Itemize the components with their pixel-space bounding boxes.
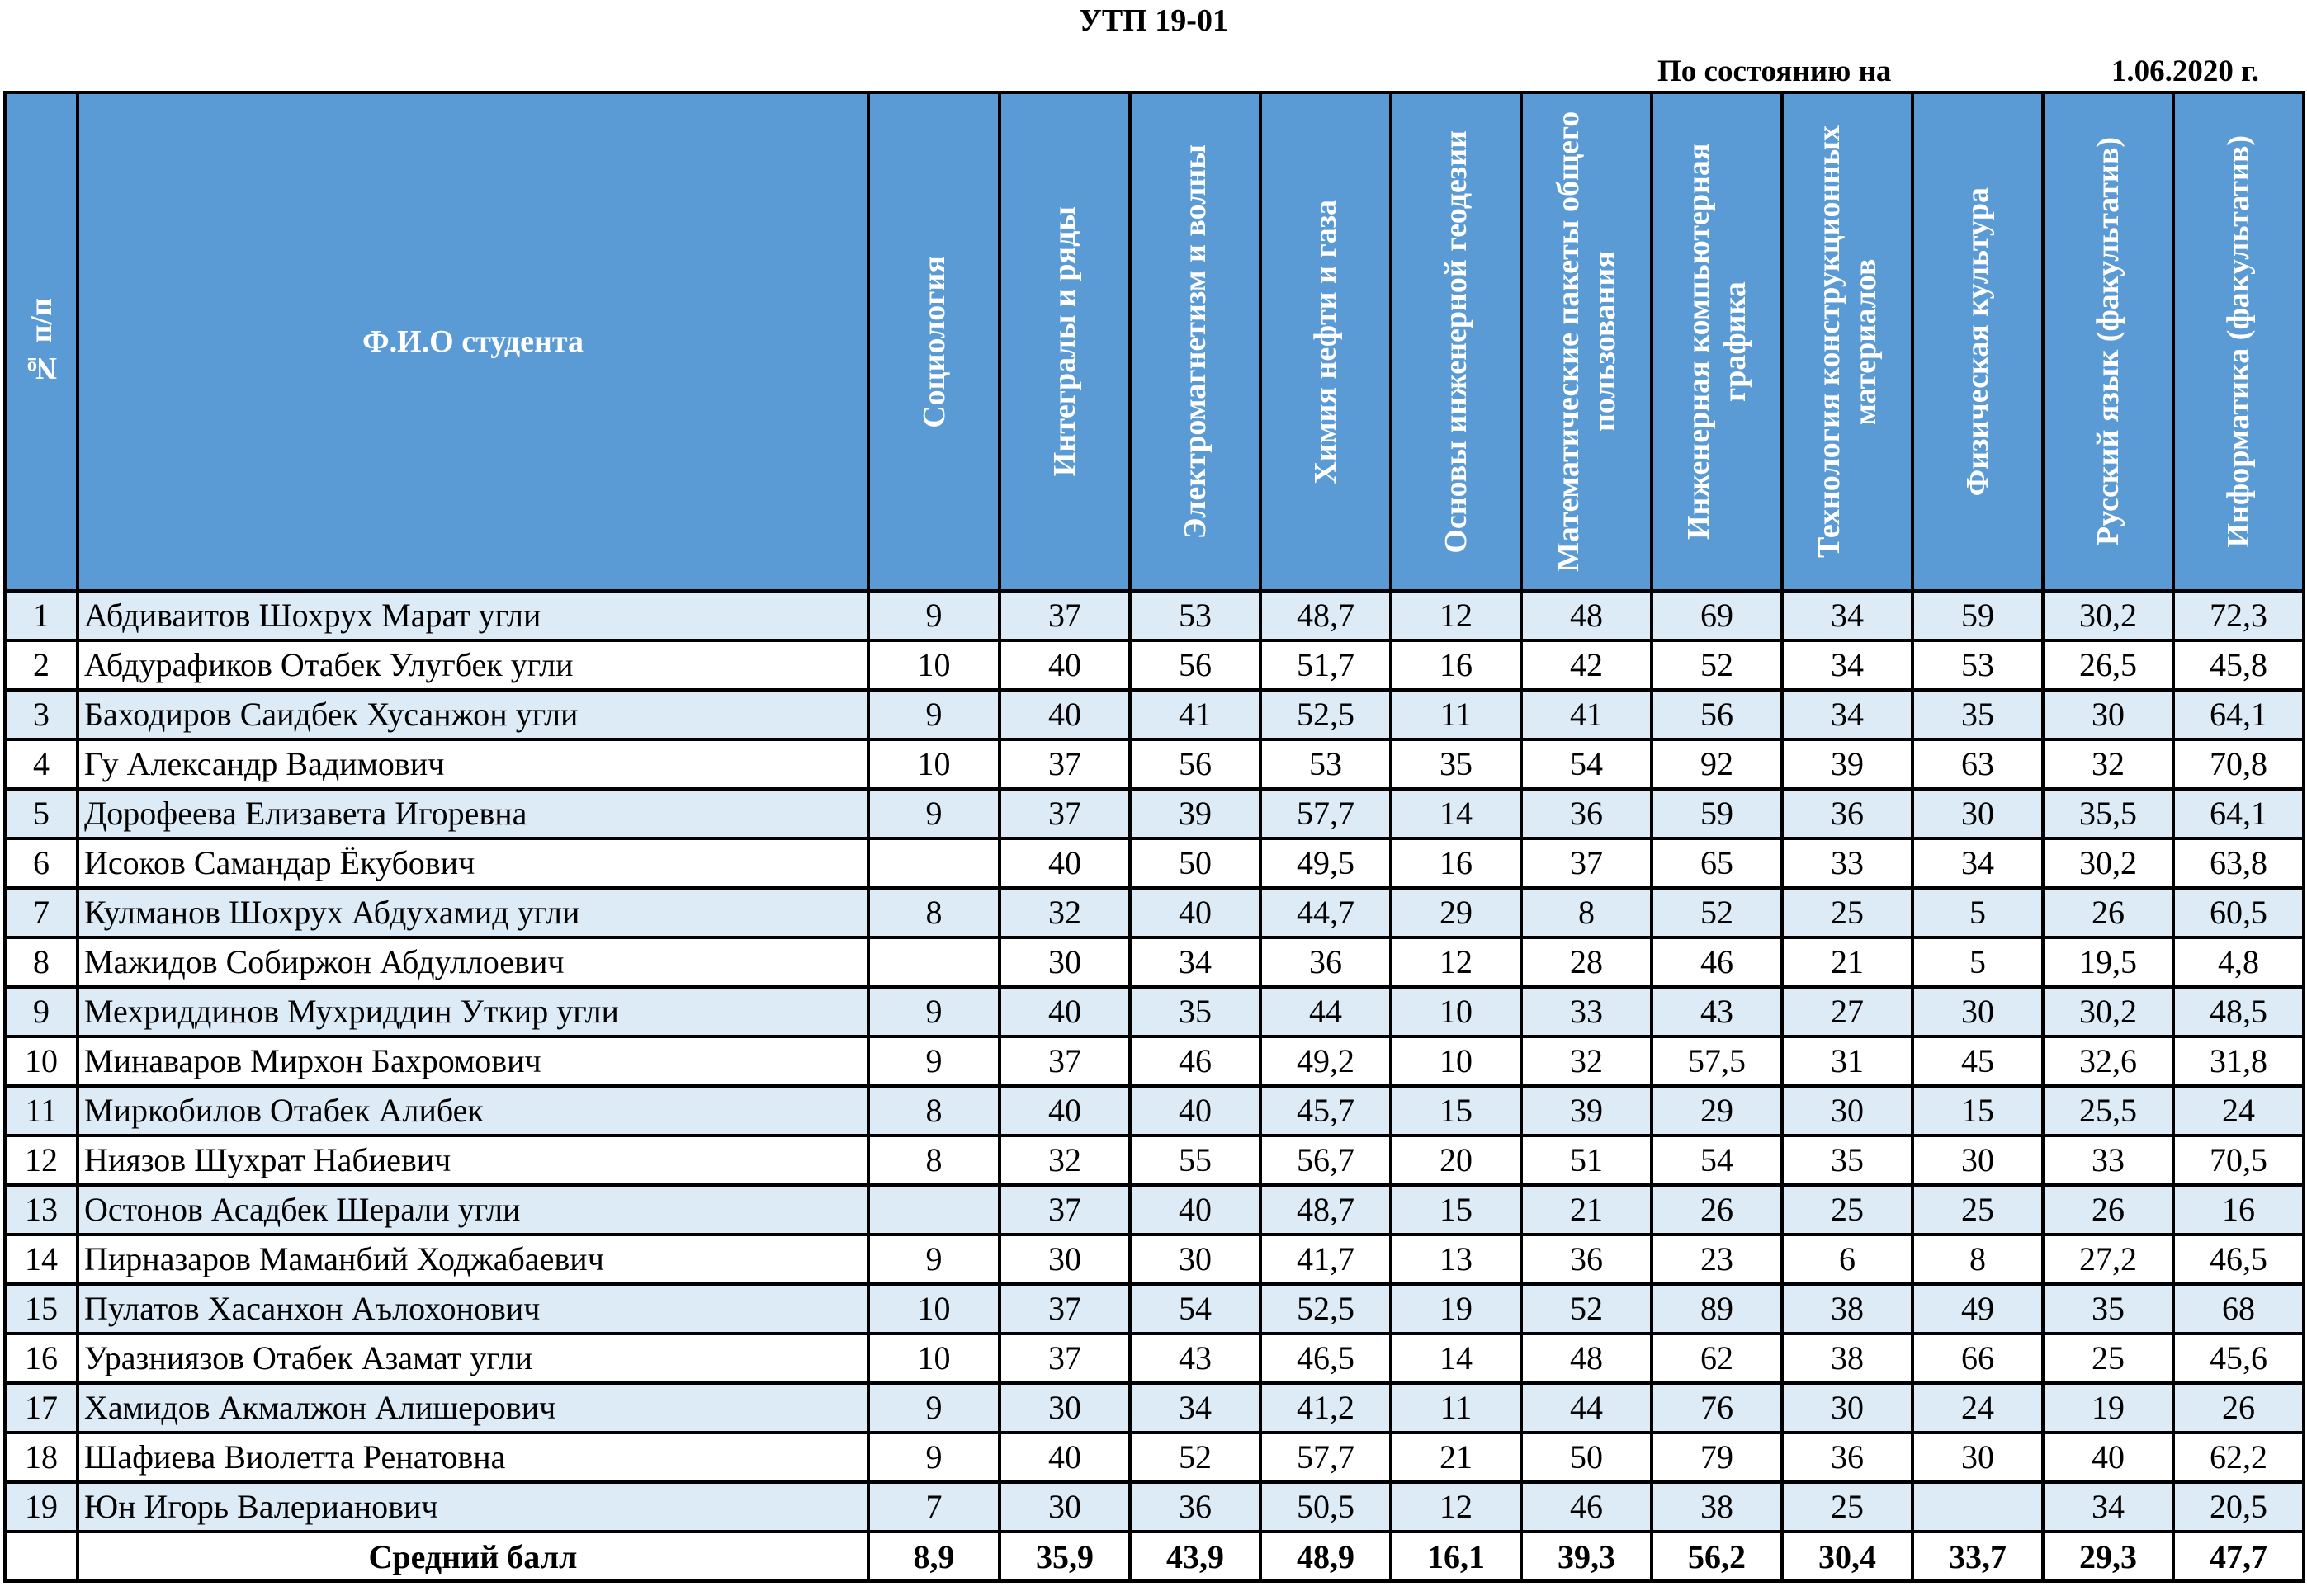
score-cell: 29 — [1652, 1086, 1782, 1136]
score-cell: 8 — [868, 1136, 1000, 1185]
score-cell: 40 — [1000, 987, 1130, 1036]
score-cell: 41 — [1130, 690, 1260, 739]
average-cell: 16,1 — [1391, 1532, 1521, 1581]
score-cell: 38 — [1782, 1334, 1912, 1383]
score-cell: 35 — [1912, 690, 2043, 739]
score-cell: 68 — [2173, 1284, 2304, 1334]
score-cell: 34 — [2043, 1482, 2173, 1532]
score-cell: 31 — [1782, 1036, 1912, 1086]
score-cell: 11 — [1391, 690, 1521, 739]
score-cell: 30,2 — [2043, 838, 2173, 888]
score-cell: 29 — [1391, 888, 1521, 937]
score-cell: 56 — [1652, 690, 1782, 739]
score-cell: 48,7 — [1260, 591, 1391, 640]
score-cell: 38 — [1782, 1284, 1912, 1334]
row-number: 8 — [5, 937, 78, 987]
score-cell: 52,5 — [1260, 1284, 1391, 1334]
grades-table — [3, 91, 2305, 1583]
score-cell: 30 — [2043, 690, 2173, 739]
score-cell: 30 — [1912, 1433, 2043, 1482]
score-cell: 30,2 — [2043, 591, 2173, 640]
score-cell: 12 — [1391, 937, 1521, 987]
score-cell: 8 — [1912, 1235, 2043, 1284]
header-row — [5, 92, 2304, 591]
score-cell: 50 — [1130, 838, 1260, 888]
score-cell: 40 — [1130, 1185, 1260, 1235]
score-cell: 34 — [1782, 690, 1912, 739]
score-cell: 44,7 — [1260, 888, 1391, 937]
score-cell: 24 — [1912, 1383, 2043, 1433]
score-cell: 30 — [1000, 1482, 1130, 1532]
average-cell: 43,9 — [1130, 1532, 1260, 1581]
header-subject: Электромагнетизм и волны — [1130, 92, 1260, 591]
header-subject: Инженерная компьютерная графика — [1652, 92, 1782, 591]
score-cell: 32 — [1000, 888, 1130, 937]
score-cell: 53 — [1912, 640, 2043, 690]
student-name: Баходиров Саидбек Хусанжон угли — [78, 690, 868, 739]
score-cell — [868, 1185, 1000, 1235]
student-name: Минаваров Мирхон Бахромович — [78, 1036, 868, 1086]
average-cell: 47,7 — [2173, 1532, 2304, 1581]
score-cell: 40 — [1130, 888, 1260, 937]
score-cell: 25 — [1782, 1185, 1912, 1235]
score-cell: 45,7 — [1260, 1086, 1391, 1136]
row-number: 14 — [5, 1235, 78, 1284]
score-cell: 14 — [1391, 789, 1521, 838]
score-cell: 11 — [1391, 1383, 1521, 1433]
score-cell: 6 — [1782, 1235, 1912, 1284]
score-cell: 52,5 — [1260, 690, 1391, 739]
table-row — [5, 1036, 2304, 1086]
header-subject: Информатика (факультатив) — [2173, 92, 2304, 591]
score-cell: 26,5 — [2043, 640, 2173, 690]
score-cell: 24 — [2173, 1086, 2304, 1136]
score-cell: 57,7 — [1260, 789, 1391, 838]
score-cell: 26 — [2173, 1383, 2304, 1433]
average-cell: 29,3 — [2043, 1532, 2173, 1581]
score-cell: 44 — [1260, 987, 1391, 1036]
score-cell: 42 — [1521, 640, 1652, 690]
score-cell: 5 — [1912, 888, 2043, 937]
score-cell: 40 — [1000, 690, 1130, 739]
score-cell: 37 — [1000, 789, 1130, 838]
student-name: Исоков Самандар Ёкубович — [78, 838, 868, 888]
score-cell: 37 — [1000, 739, 1130, 789]
average-cell: 33,7 — [1912, 1532, 2043, 1581]
score-cell: 19 — [2043, 1383, 2173, 1433]
score-cell: 39 — [1521, 1086, 1652, 1136]
header-subject: Технология конструкционных материалов — [1782, 92, 1912, 591]
score-cell: 64,1 — [2173, 789, 2304, 838]
score-cell: 5 — [1912, 937, 2043, 987]
score-cell: 30 — [1912, 1136, 2043, 1185]
student-name: Миркобилов Отабек Алибек — [78, 1086, 868, 1136]
score-cell: 32 — [1000, 1136, 1130, 1185]
row-number: 9 — [5, 987, 78, 1036]
score-cell: 52 — [1521, 1284, 1652, 1334]
score-cell: 35 — [1130, 987, 1260, 1036]
score-cell: 59 — [1652, 789, 1782, 838]
score-cell: 32,6 — [2043, 1036, 2173, 1086]
table-row — [5, 1284, 2304, 1334]
average-cell: 30,4 — [1782, 1532, 1912, 1581]
score-cell: 39 — [1782, 739, 1912, 789]
score-cell: 26 — [2043, 1185, 2173, 1235]
row-number: 12 — [5, 1136, 78, 1185]
average-number-cell — [5, 1532, 78, 1581]
header-subject: Основы инженерной геодезии — [1391, 92, 1521, 591]
row-number: 5 — [5, 789, 78, 838]
score-cell: 32 — [2043, 739, 2173, 789]
score-cell: 46 — [1130, 1036, 1260, 1086]
row-number: 3 — [5, 690, 78, 739]
score-cell: 21 — [1782, 937, 1912, 987]
table-row — [5, 1235, 2304, 1284]
score-cell: 33 — [2043, 1136, 2173, 1185]
average-cell: 39,3 — [1521, 1532, 1652, 1581]
score-cell: 30 — [1782, 1383, 1912, 1433]
score-cell: 31,8 — [2173, 1036, 2304, 1086]
score-cell: 37 — [1000, 591, 1130, 640]
score-cell: 62 — [1652, 1334, 1782, 1383]
score-cell: 40 — [2043, 1433, 2173, 1482]
student-name: Дорофеева Елизавета Игоревна — [78, 789, 868, 838]
student-name: Остонов Асадбек Шерали угли — [78, 1185, 868, 1235]
score-cell: 36 — [1130, 1482, 1260, 1532]
score-cell: 92 — [1652, 739, 1782, 789]
score-cell: 66 — [1912, 1334, 2043, 1383]
score-cell: 10 — [868, 1284, 1000, 1334]
score-cell: 9 — [868, 591, 1000, 640]
row-number: 4 — [5, 739, 78, 789]
row-number: 2 — [5, 640, 78, 690]
student-name: Абдиваитов Шохрух Марат угли — [78, 591, 868, 640]
score-cell: 32 — [1521, 1036, 1652, 1086]
score-cell: 9 — [868, 1036, 1000, 1086]
table-row — [5, 1433, 2304, 1482]
student-name: Мажидов Собиржон Абдуллоевич — [78, 937, 868, 987]
table-row — [5, 690, 2304, 739]
score-cell: 37 — [1000, 1334, 1130, 1383]
score-cell: 10 — [1391, 1036, 1521, 1086]
score-cell: 51,7 — [1260, 640, 1391, 690]
table-row — [5, 888, 2304, 937]
score-cell: 57,5 — [1652, 1036, 1782, 1086]
score-cell: 25 — [2043, 1334, 2173, 1383]
score-cell: 30 — [1130, 1235, 1260, 1284]
score-cell: 45 — [1912, 1036, 2043, 1086]
header-subject: Математические пакеты общего пользования — [1521, 92, 1652, 591]
row-number: 11 — [5, 1086, 78, 1136]
row-number: 6 — [5, 838, 78, 888]
score-cell: 9 — [868, 987, 1000, 1036]
score-cell: 21 — [1391, 1433, 1521, 1482]
status-date: 1.06.2020 г. — [2111, 54, 2259, 88]
score-cell: 25 — [1782, 888, 1912, 937]
score-cell: 40 — [1000, 1433, 1130, 1482]
score-cell: 36 — [1260, 937, 1391, 987]
score-cell: 30 — [1912, 789, 2043, 838]
score-cell: 34 — [1912, 838, 2043, 888]
score-cell: 41,2 — [1260, 1383, 1391, 1433]
table-row — [5, 1185, 2304, 1235]
score-cell: 49 — [1912, 1284, 2043, 1334]
score-cell — [1912, 1482, 2043, 1532]
score-cell: 46,5 — [1260, 1334, 1391, 1383]
score-cell: 34 — [1782, 591, 1912, 640]
score-cell: 34 — [1130, 1383, 1260, 1433]
score-cell: 38 — [1652, 1482, 1782, 1532]
score-cell: 15 — [1391, 1185, 1521, 1235]
score-cell: 54 — [1521, 739, 1652, 789]
score-cell: 48,5 — [2173, 987, 2304, 1036]
score-cell: 70,8 — [2173, 739, 2304, 789]
score-cell: 52 — [1130, 1433, 1260, 1482]
average-cell: 8,9 — [868, 1532, 1000, 1581]
score-cell: 25,5 — [2043, 1086, 2173, 1136]
score-cell: 63 — [1912, 739, 2043, 789]
score-cell: 46 — [1521, 1482, 1652, 1532]
score-cell: 36 — [1521, 1235, 1652, 1284]
header-subject: Химия нефти и газа — [1260, 92, 1391, 591]
score-cell: 64,1 — [2173, 690, 2304, 739]
average-cell: 35,9 — [1000, 1532, 1130, 1581]
score-cell: 53 — [1260, 739, 1391, 789]
student-name: Юн Игорь Валерианович — [78, 1482, 868, 1532]
score-cell: 9 — [868, 1383, 1000, 1433]
score-cell: 36 — [1521, 789, 1652, 838]
score-cell: 40 — [1000, 1086, 1130, 1136]
score-cell: 48 — [1521, 1334, 1652, 1383]
score-cell: 20 — [1391, 1136, 1521, 1185]
score-cell: 12 — [1391, 591, 1521, 640]
score-cell: 28 — [1521, 937, 1652, 987]
score-cell: 16 — [1391, 640, 1521, 690]
score-cell: 36 — [1782, 789, 1912, 838]
score-cell: 65 — [1652, 838, 1782, 888]
score-cell: 52 — [1652, 640, 1782, 690]
table-row — [5, 1334, 2304, 1383]
row-number: 7 — [5, 888, 78, 937]
score-cell: 26 — [2043, 888, 2173, 937]
row-number: 15 — [5, 1284, 78, 1334]
score-cell: 7 — [868, 1482, 1000, 1532]
row-number: 1 — [5, 591, 78, 640]
score-cell: 43 — [1652, 987, 1782, 1036]
score-cell: 25 — [1912, 1185, 2043, 1235]
student-name: Абдурафиков Отабек Улугбек угли — [78, 640, 868, 690]
student-name: Шафиева Виолетта Ренатовна — [78, 1433, 868, 1482]
score-cell: 53 — [1130, 591, 1260, 640]
score-cell: 21 — [1521, 1185, 1652, 1235]
score-cell: 44 — [1521, 1383, 1652, 1433]
status-label: По состоянию на — [1657, 54, 1892, 88]
average-cell: 48,9 — [1260, 1532, 1391, 1581]
student-name: Хамидов Акмалжон Алишерович — [78, 1383, 868, 1433]
score-cell: 9 — [868, 789, 1000, 838]
header-student-name: Ф.И.О студента — [78, 92, 868, 591]
score-cell: 9 — [868, 1235, 1000, 1284]
score-cell: 34 — [1782, 640, 1912, 690]
score-cell: 46 — [1652, 937, 1782, 987]
student-name: Ниязов Шухрат Набиевич — [78, 1136, 868, 1185]
table-row — [5, 739, 2304, 789]
score-cell: 59 — [1912, 591, 2043, 640]
table-row — [5, 591, 2304, 640]
score-cell: 36 — [1782, 1433, 1912, 1482]
header-subject: Русский язык (факультатив) — [2043, 92, 2173, 591]
score-cell: 40 — [1130, 1086, 1260, 1136]
score-cell: 10 — [868, 739, 1000, 789]
score-cell: 26 — [1652, 1185, 1782, 1235]
score-cell: 70,5 — [2173, 1136, 2304, 1185]
score-cell: 9 — [868, 1433, 1000, 1482]
score-cell: 46,5 — [2173, 1235, 2304, 1284]
score-cell: 89 — [1652, 1284, 1782, 1334]
score-cell: 39 — [1130, 789, 1260, 838]
score-cell: 25 — [1782, 1482, 1912, 1532]
score-cell — [868, 838, 1000, 888]
score-cell: 54 — [1130, 1284, 1260, 1334]
student-name: Гу Александр Вадимович — [78, 739, 868, 789]
header-subject: Физическая культура — [1912, 92, 2043, 591]
score-cell: 34 — [1130, 937, 1260, 987]
score-cell: 63,8 — [2173, 838, 2304, 888]
table-row — [5, 1482, 2304, 1532]
table-row — [5, 1383, 2304, 1433]
score-cell: 37 — [1000, 1284, 1130, 1334]
score-cell: 20,5 — [2173, 1482, 2304, 1532]
score-cell: 37 — [1521, 838, 1652, 888]
table-row — [5, 1136, 2304, 1185]
student-name: Мехриддинов Мухриддин Уткир угли — [78, 987, 868, 1036]
score-cell: 56,7 — [1260, 1136, 1391, 1185]
row-number: 16 — [5, 1334, 78, 1383]
score-cell: 72,3 — [2173, 591, 2304, 640]
row-number: 13 — [5, 1185, 78, 1235]
score-cell: 23 — [1652, 1235, 1782, 1284]
score-cell: 27,2 — [2043, 1235, 2173, 1284]
row-number: 19 — [5, 1482, 78, 1532]
row-number: 18 — [5, 1433, 78, 1482]
score-cell: 10 — [868, 1334, 1000, 1383]
score-cell: 62,2 — [2173, 1433, 2304, 1482]
table-row — [5, 937, 2304, 987]
score-cell: 15 — [1912, 1086, 2043, 1136]
score-cell: 10 — [868, 640, 1000, 690]
score-cell: 8 — [1521, 888, 1652, 937]
score-cell: 48 — [1521, 591, 1652, 640]
score-cell: 13 — [1391, 1235, 1521, 1284]
score-cell: 19 — [1391, 1284, 1521, 1334]
score-cell: 16 — [2173, 1185, 2304, 1235]
score-cell: 50,5 — [1260, 1482, 1391, 1532]
table-row — [5, 838, 2304, 888]
table-row — [5, 640, 2304, 690]
score-cell: 57,7 — [1260, 1433, 1391, 1482]
score-cell: 54 — [1652, 1136, 1782, 1185]
row-number: 17 — [5, 1383, 78, 1433]
score-cell: 35,5 — [2043, 789, 2173, 838]
score-cell — [868, 937, 1000, 987]
score-cell: 41,7 — [1260, 1235, 1391, 1284]
score-cell: 40 — [1000, 640, 1130, 690]
student-name: Уразниязов Отабек Азамат угли — [78, 1334, 868, 1383]
table-row — [5, 987, 2304, 1036]
score-cell: 52 — [1652, 888, 1782, 937]
score-cell: 8 — [868, 888, 1000, 937]
score-cell: 35 — [1391, 739, 1521, 789]
score-cell: 45,6 — [2173, 1334, 2304, 1383]
score-cell: 41 — [1521, 690, 1652, 739]
student-name: Пулатов Хасанхон Аълохонович — [78, 1284, 868, 1334]
score-cell: 14 — [1391, 1334, 1521, 1383]
score-cell: 30 — [1000, 1235, 1130, 1284]
score-cell: 9 — [868, 690, 1000, 739]
table-row — [5, 1086, 2304, 1136]
score-cell: 33 — [1782, 838, 1912, 888]
score-cell: 16 — [1391, 838, 1521, 888]
score-cell: 49,2 — [1260, 1036, 1391, 1086]
header-number: № п/п — [5, 92, 78, 591]
score-cell: 4,8 — [2173, 937, 2304, 987]
score-cell: 12 — [1391, 1482, 1521, 1532]
score-cell: 15 — [1391, 1086, 1521, 1136]
page-title: УТП 19-01 — [1079, 3, 1228, 38]
row-number: 10 — [5, 1036, 78, 1086]
score-cell: 76 — [1652, 1383, 1782, 1433]
score-cell: 60,5 — [2173, 888, 2304, 937]
score-cell: 35 — [1782, 1136, 1912, 1185]
score-cell: 10 — [1391, 987, 1521, 1036]
header-subject: Интегралы и ряды — [1000, 92, 1130, 591]
score-cell: 27 — [1782, 987, 1912, 1036]
score-cell: 30 — [1912, 987, 2043, 1036]
score-cell: 56 — [1130, 640, 1260, 690]
score-cell: 40 — [1000, 838, 1130, 888]
score-cell: 56 — [1130, 739, 1260, 789]
student-name: Кулманов Шохрух Абдухамид угли — [78, 888, 868, 937]
score-cell: 48,7 — [1260, 1185, 1391, 1235]
score-cell: 79 — [1652, 1433, 1782, 1482]
score-cell: 19,5 — [2043, 937, 2173, 987]
score-cell: 30,2 — [2043, 987, 2173, 1036]
header-subject: Социология — [868, 92, 1000, 591]
score-cell: 37 — [1000, 1185, 1130, 1235]
score-cell: 43 — [1130, 1334, 1260, 1383]
average-cell: 56,2 — [1652, 1532, 1782, 1581]
student-name: Пирназаров Маманбий Ходжабаевич — [78, 1235, 868, 1284]
score-cell: 69 — [1652, 591, 1782, 640]
score-cell: 8 — [868, 1086, 1000, 1136]
score-cell: 35 — [2043, 1284, 2173, 1334]
score-cell: 30 — [1000, 937, 1130, 987]
average-label: Средний балл — [78, 1532, 868, 1581]
score-cell: 33 — [1521, 987, 1652, 1036]
score-cell: 30 — [1000, 1383, 1130, 1433]
score-cell: 49,5 — [1260, 838, 1391, 888]
average-row — [5, 1532, 2304, 1581]
table-row — [5, 789, 2304, 838]
score-cell: 50 — [1521, 1433, 1652, 1482]
score-cell: 37 — [1000, 1036, 1130, 1086]
score-cell: 51 — [1521, 1136, 1652, 1185]
score-cell: 55 — [1130, 1136, 1260, 1185]
score-cell: 30 — [1782, 1086, 1912, 1136]
score-cell: 45,8 — [2173, 640, 2304, 690]
